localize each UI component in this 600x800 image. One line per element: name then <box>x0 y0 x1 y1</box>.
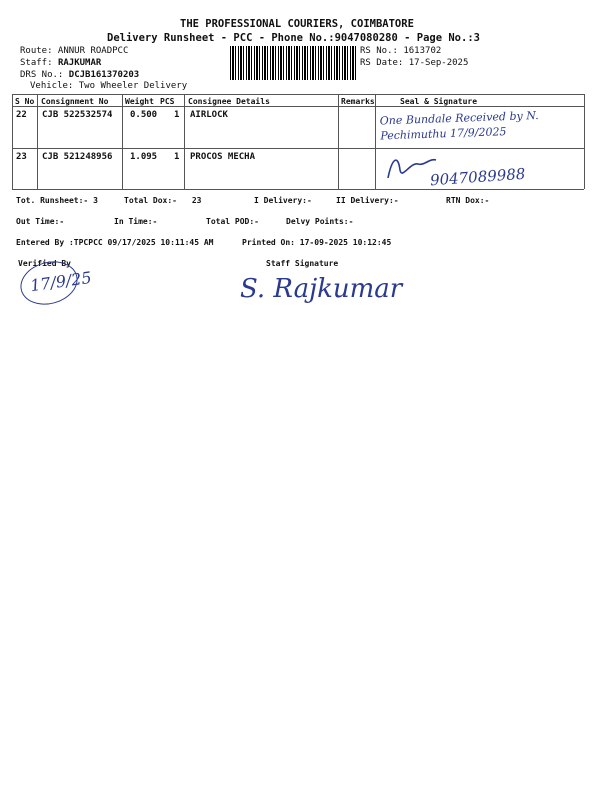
col-header-consignment: Consignment No <box>41 97 109 106</box>
printed-on: Printed On: 17-09-2025 10:12:45 <box>242 238 392 247</box>
col-header-signature: Seal & Signature <box>400 97 478 106</box>
ii-delivery: II Delivery:- <box>336 196 399 205</box>
rs-date: RS Date: 17-Sep-2025 <box>360 58 469 68</box>
verified-by-label: Verified By <box>18 259 71 268</box>
i-delivery: I Delivery:- <box>254 196 312 205</box>
staff-signature-label: Staff Signature <box>266 259 339 268</box>
row-23-consignment: CJB 521248956 <box>42 152 113 162</box>
vehicle: Vehicle: Two Wheeler Delivery <box>30 81 188 91</box>
row-23-sno: 23 <box>16 152 27 162</box>
delvy-points: Delvy Points:- <box>286 217 354 226</box>
col-header-remarks: Remarks <box>341 97 375 106</box>
row-22-sno: 22 <box>16 110 27 120</box>
col-header-weight: Weight <box>125 97 154 106</box>
route: Route: ANNUR ROADPCC <box>20 46 129 56</box>
total-dox-label: Total Dox:- <box>124 196 177 205</box>
rs-number: RS No.: 1613702 <box>360 46 442 56</box>
staff-label: Staff: <box>20 58 53 68</box>
staff-signature: S. Rajkumar <box>240 274 403 304</box>
row-22-signature: One Bundale Received by N. Pechimuthu 17/9/2025 <box>379 108 539 143</box>
company-name: THE PROFESSIONAL COURIERS, COIMBATORE <box>180 18 414 30</box>
runsheet-title: Delivery Runsheet - PCC - Phone No.:9047080280 - Page No.:3 <box>107 32 480 44</box>
total-dox <box>124 196 201 205</box>
col-header-consignee: Consignee Details <box>188 97 270 106</box>
staff-value: RAJKUMAR <box>57 58 102 68</box>
tot-runsheet: Tot. Runsheet:- 3 <box>16 196 98 205</box>
staff <box>20 58 101 68</box>
drs-number <box>20 70 139 80</box>
row-22-consignment: CJB 522532574 <box>42 110 113 120</box>
row-22-consignee: AIRLOCK <box>190 110 228 120</box>
row-23-pcs: 1 <box>174 152 180 162</box>
row-23-signature: 9047089988 <box>429 164 526 190</box>
total-dox-value: 23 <box>191 196 202 205</box>
row-23-weight: 1.095 <box>130 152 158 162</box>
drs-label: DRS No.: <box>20 70 64 80</box>
entered-by: Entered By :TPCPCC 09/17/2025 10:11:45 AM <box>16 238 214 247</box>
row-23-consignee: PROCOS MECHA <box>190 152 256 162</box>
rtn-dox: RTN Dox:- <box>446 196 490 205</box>
verified-signature: 17/9/25 <box>28 267 93 296</box>
row-22-pcs: 1 <box>174 110 180 120</box>
barcode-image <box>230 46 356 80</box>
total-pod: Total POD:- <box>206 217 259 226</box>
drs-value: DCJB161370203 <box>68 70 140 80</box>
in-time: In Time:- <box>114 217 158 226</box>
col-header-sno: S No <box>15 97 35 106</box>
col-header-pcs: PCS <box>160 97 175 106</box>
row-22-weight: 0.500 <box>130 110 158 120</box>
out-time: Out Time:- <box>16 217 65 226</box>
